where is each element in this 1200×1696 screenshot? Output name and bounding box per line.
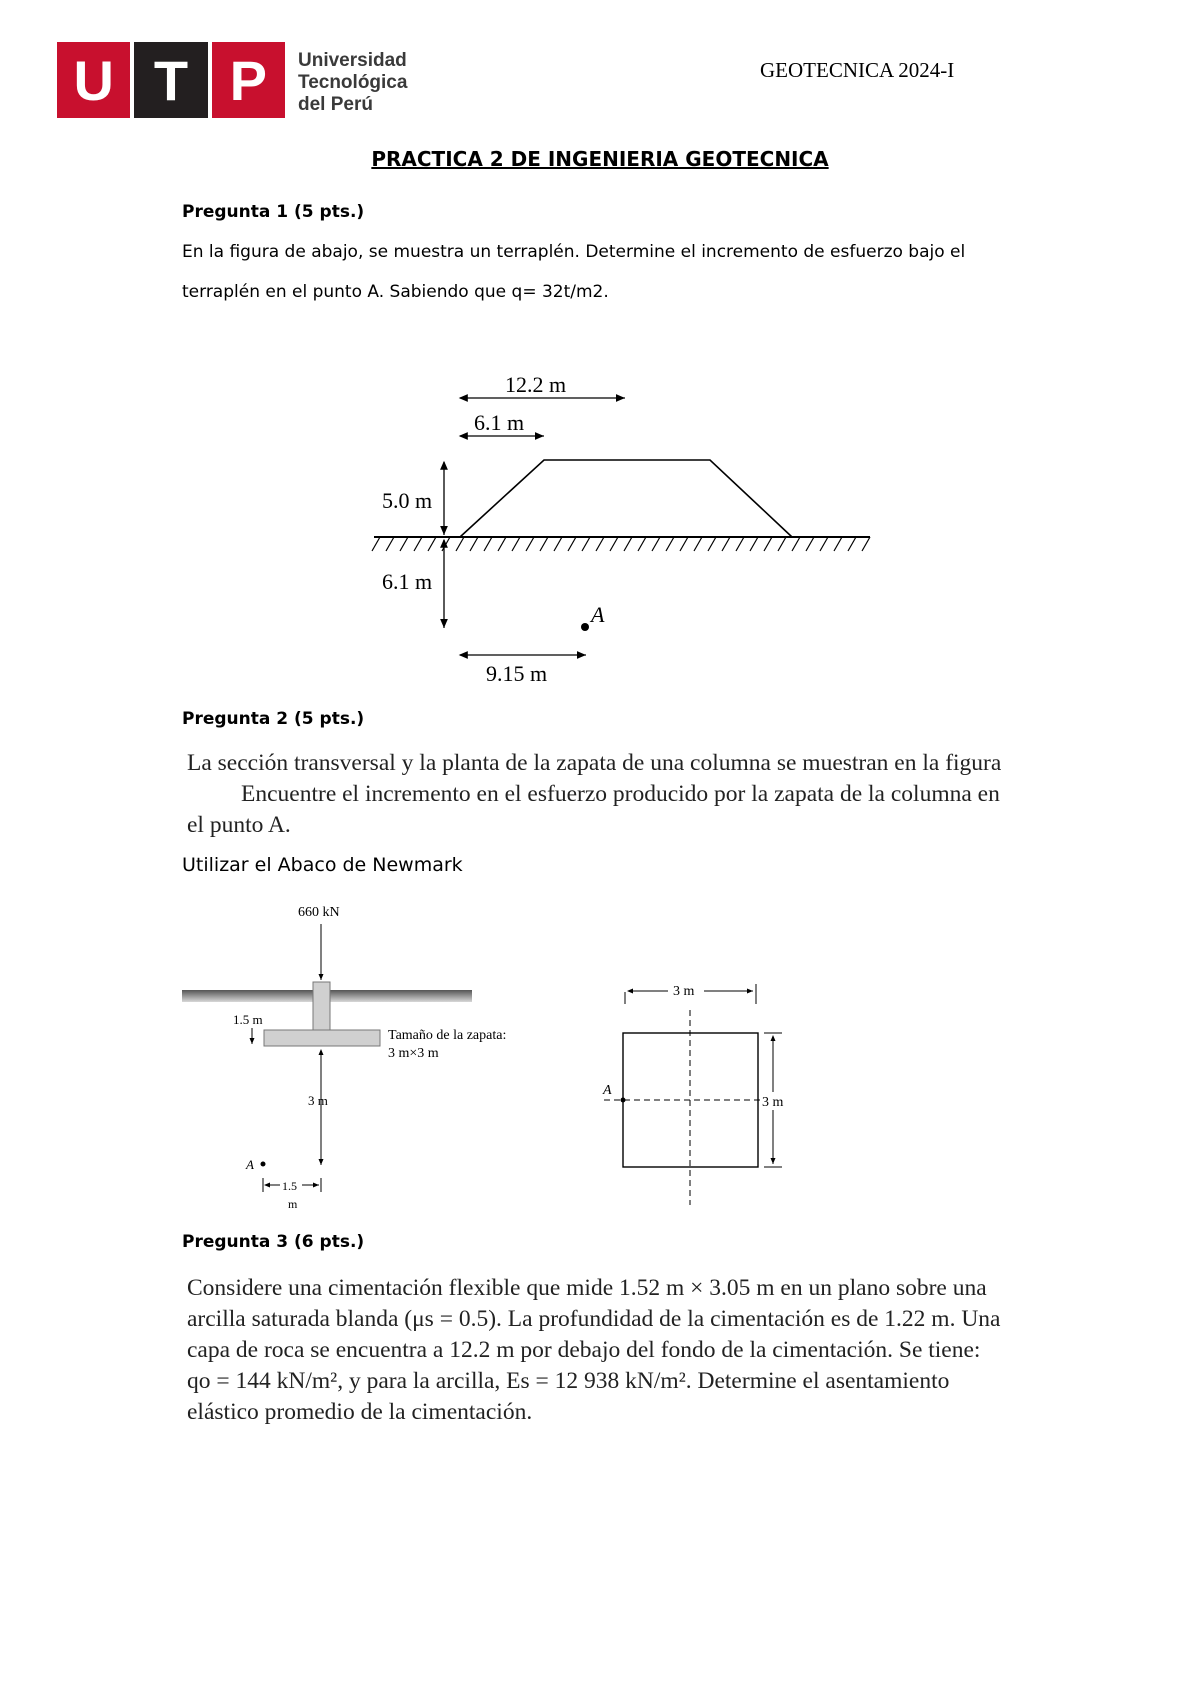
q1-heading: Pregunta 1 (5 pts.) [182,202,365,222]
embankment-figure [0,0,1200,700]
university-name-line-3: del Perú [298,94,373,115]
logo-letter-u: U [57,42,130,118]
point-a-marker [581,623,589,631]
plan-point-a-marker [621,1098,626,1103]
load-label: 660 kN [298,905,340,920]
plan-width-label: 3 m [673,984,695,999]
q2-text-line-2: Encuentre el incremento en el esfuerzo producido por la zapata de la columna en [241,781,1000,807]
dim-top-width-label: 12.2 m [505,372,567,397]
footing-depth-label: 1.5 m [233,1012,263,1027]
q3-text-line-1: Considere una cimentación flexible que mide 1.52 m × 3.05 m en un plano sobre una [187,1275,987,1301]
logo-letter-p: P [212,42,285,118]
embankment-shape [460,460,792,537]
footing-size-label: Tamaño de la zapata: [388,1028,507,1043]
q2-text-line-1: La sección transversal y la planta de la zapata de una columna se muestran en la figura [187,750,1002,776]
ground-hatch [372,537,870,551]
university-name-line-2: Tecnológica [298,72,408,93]
q3-text-line-3: capa de roca se encuentra a 12.2 m por debajo del fondo de la cimentación. Se tiene: [187,1337,981,1363]
footing [264,1030,380,1046]
offset-number: 1.5 [282,1179,297,1193]
q3-heading: Pregunta 3 (6 pts.) [182,1232,365,1252]
q1-text-line-1: En la figura de abajo, se muestra un terraplén. Determine el incremento de esfuerzo bajo el [182,242,966,262]
q3-text-line-4: qo = 144 kN/m², y para la arcilla, Es = 12 938 kN/m². Determine el asentamiento [187,1368,950,1394]
q3-text-line-5: elástico promedio de la cimentación. [187,1399,533,1425]
q2-heading: Pregunta 2 (5 pts.) [182,709,365,729]
logo-letter-t: T [134,42,207,118]
q2-text-line-3: el punto A. [187,812,291,838]
q3-text-line-2: arcilla saturada blanda (μs = 0.5). La profundidad de la cimentación es de 1.22 m. Una [187,1306,1001,1332]
offset-unit: m [288,1197,298,1211]
plan-height-label: 3 m [762,1095,784,1110]
point-a-label: A [591,602,605,627]
footing-size-value: 3 m×3 m [388,1046,439,1061]
section-point-a-marker [261,1162,266,1167]
dim-horizontal-label: 9.15 m [486,661,548,686]
below-depth-label: 3 m [308,1093,328,1108]
q2-text-block [187,748,1092,841]
university-name-line-1: Universidad [298,50,407,71]
footing-figure [0,880,1200,1220]
course-label: GEOTECNICA 2024-I [760,58,955,82]
q3-text-block [187,1273,1092,1428]
page-title: PRACTICA 2 DE INGENIERIA GEOTECNICA [371,147,829,171]
plan-point-a-label: A [603,1083,612,1098]
dim-height-label: 5.0 m [382,488,433,513]
section-point-a-label: A [246,1157,254,1172]
dim-depth-label: 6.1 m [382,569,433,594]
q2-instruction: Utilizar el Abaco de Newmark [182,854,463,876]
column [313,982,330,1032]
q1-text-line-2: terraplén en el punto A. Sabiendo que q= 32t/m2. [182,282,609,302]
dim-slope-width-label: 6.1 m [474,410,525,435]
